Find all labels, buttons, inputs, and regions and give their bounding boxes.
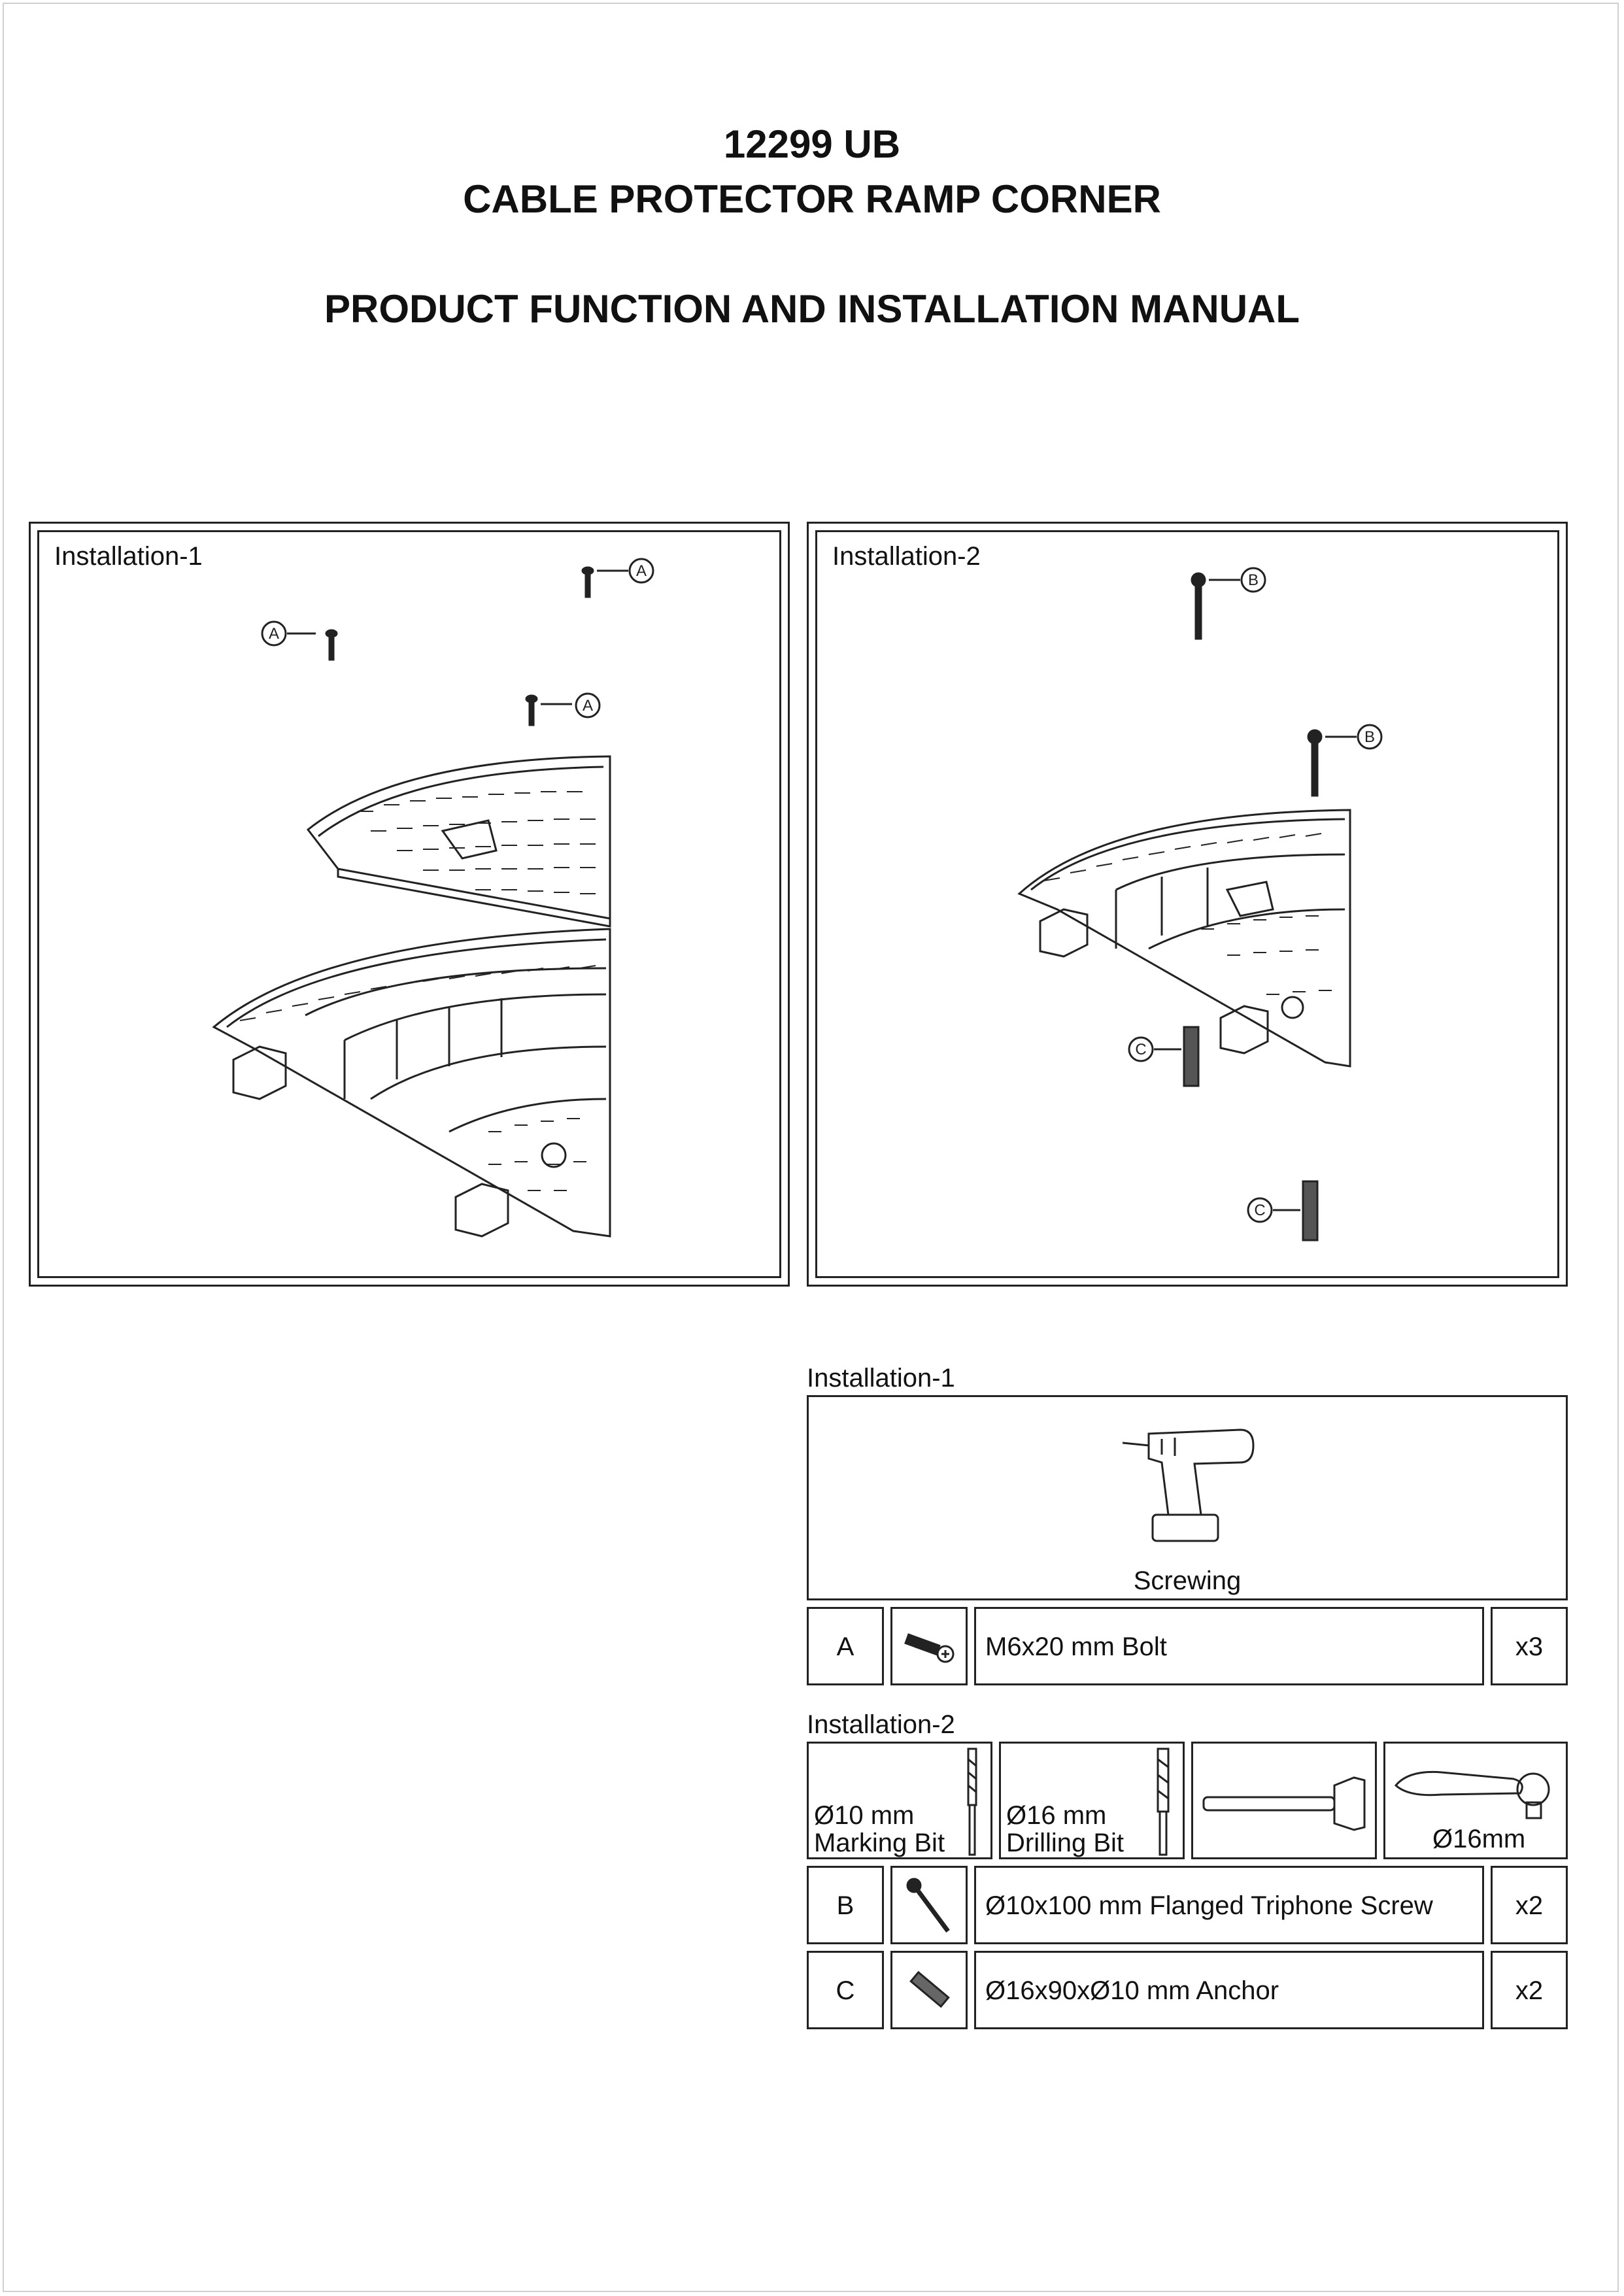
part-letter: B — [836, 1891, 854, 1920]
tool-box-drill — [807, 1395, 1568, 1600]
bolt-icon — [890, 1607, 968, 1685]
part-b-qty-cell — [1491, 1866, 1568, 1944]
callout-a: A — [635, 562, 647, 580]
part-c-qty-cell — [1491, 1951, 1568, 2029]
installation-1-diagram-panel — [29, 522, 790, 1287]
tool-caption-screwing: Screwing — [1133, 1566, 1242, 1595]
installation-1-drawing — [31, 524, 792, 1289]
parts-installation-1-label: Installation-1 — [807, 1364, 955, 1393]
part-a-description-cell — [974, 1607, 1484, 1685]
part-letter: C — [836, 1976, 855, 2005]
part-a-letter-cell — [807, 1607, 884, 1685]
part-c-description-cell — [974, 1951, 1484, 2029]
manual-title: PRODUCT FUNCTION AND INSTALLATION MANUAL — [324, 287, 1300, 331]
anchor-icon — [890, 1951, 968, 2029]
screw-icon — [890, 1866, 968, 1944]
callout-a: A — [582, 697, 594, 715]
part-a-qty-cell — [1491, 1607, 1568, 1685]
part-description: Ø16x90xØ10 mm Anchor — [985, 1976, 1279, 2005]
part-letter: A — [836, 1632, 854, 1661]
part-description: Ø10x100 mm Flanged Triphone Screw — [985, 1891, 1433, 1920]
bolt-icon — [326, 630, 337, 660]
tool-box-hammer — [1191, 1742, 1377, 1859]
tool-box-drilling-bit — [999, 1742, 1185, 1859]
tool-size: Ø10 mm — [814, 1801, 915, 1830]
callout-a: A — [268, 625, 280, 643]
part-c-icon-cell — [890, 1951, 968, 2029]
part-quantity: x2 — [1515, 1976, 1544, 2005]
part-a-icon-cell — [890, 1607, 968, 1685]
installation-2-diagram-panel — [807, 522, 1568, 1287]
model-number: 12299 UB — [723, 122, 901, 166]
drilling-bit-icon — [1150, 1746, 1176, 1857]
tool-box-ratchet — [1383, 1742, 1568, 1859]
installation-2-diagram-label: Installation-2 — [832, 542, 981, 571]
bolt-icon — [583, 567, 593, 597]
tool-size: Ø16mm — [1432, 1825, 1526, 1853]
part-b-icon-cell — [890, 1866, 968, 1944]
installation-2-drawing — [809, 524, 1570, 1289]
part-description: M6x20 mm Bolt — [985, 1632, 1167, 1661]
ratchet-wrench-icon — [1389, 1757, 1566, 1822]
callout-c: C — [1135, 1041, 1147, 1058]
marking-bit-icon — [959, 1746, 985, 1857]
tool-name: Marking Bit — [814, 1829, 945, 1857]
screw-icon — [1192, 573, 1205, 639]
bolt-icon — [526, 696, 537, 725]
callout-b: B — [1364, 728, 1376, 746]
part-b-description-cell — [974, 1866, 1484, 1944]
installation-1-diagram-label: Installation-1 — [54, 542, 203, 571]
part-quantity: x3 — [1515, 1632, 1544, 1661]
cordless-drill-icon — [1123, 1417, 1279, 1547]
part-quantity: x2 — [1515, 1891, 1544, 1920]
part-c-letter-cell — [807, 1951, 884, 2029]
parts-installation-2-label: Installation-2 — [807, 1710, 955, 1739]
product-title: CABLE PROTECTOR RAMP CORNER — [463, 177, 1161, 221]
tool-box-marking-bit — [807, 1742, 992, 1859]
screw-icon — [1308, 730, 1321, 796]
tool-size: Ø16 mm — [1006, 1801, 1107, 1830]
callout-c: C — [1254, 1202, 1266, 1219]
callout-b: B — [1247, 571, 1259, 589]
part-b-letter-cell — [807, 1866, 884, 1944]
hammer-icon — [1197, 1763, 1374, 1842]
tool-name: Drilling Bit — [1006, 1829, 1125, 1857]
